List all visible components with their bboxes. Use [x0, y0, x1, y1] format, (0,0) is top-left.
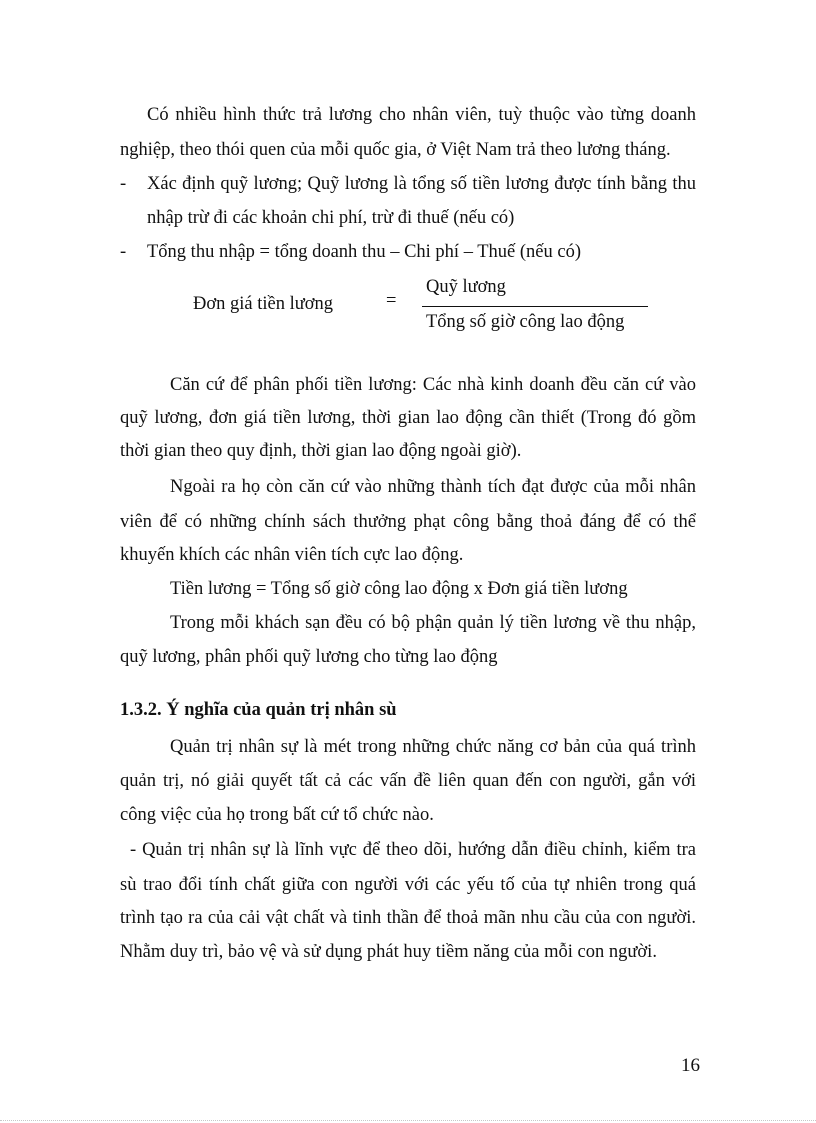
formula-equals: = [386, 291, 397, 311]
paragraph-line: Ngoài ra họ còn căn cứ vào những thành tích đạt được của mỗi nhân [170, 477, 696, 497]
paragraph-line: thời gian theo quy định, thời gian lao động ngoài giờ). [120, 441, 522, 461]
paragraph-line: Có nhiều hình thức trả lương cho nhân viên, tuỳ thuộc vào từng doanh [147, 105, 696, 125]
paragraph-line: - Quản trị nhân sự là lĩnh vực để theo dõi, hướng dẫn điều chỉnh, kiểm tra [130, 840, 696, 860]
bullet-marker: - [120, 174, 127, 194]
paragraph-line: Trong mỗi khách sạn đều có bộ phận quản lý tiền lương về thu nhập, [170, 613, 696, 633]
footer-dotted-rule [0, 1120, 816, 1121]
paragraph-line: Căn cứ để phân phối tiền lương: Các nhà kinh doanh đều căn cứ vào [170, 375, 696, 395]
bullet-line: Tổng thu nhập = tổng doanh thu – Chi phí – Thuế (nếu có) [147, 242, 581, 262]
bullet-line: nhập trừ đi các khoản chi phí, trừ đi thuế (nếu có) [147, 208, 515, 228]
paragraph-line: Quản trị nhân sự là mét trong những chức năng cơ bản của quá trình [170, 737, 696, 757]
bullet-line: Xác định quỹ lương; Quỹ lương là tổng số tiền lương được tính bằng thu [147, 174, 696, 194]
paragraph-line: khuyến khích các nhân viên tích cực lao động. [120, 545, 464, 565]
paragraph-line: Tiền lương = Tổng số giờ công lao động x Đơn giá tiền lương [170, 579, 628, 599]
paragraph-line: nghiệp, theo thói quen của mỗi quốc gia, ở Việt Nam trả theo lương tháng. [120, 140, 671, 160]
paragraph-line: quản trị, nó giải quyết tất cả các vấn đề liên quan đến con người, gắn với [120, 771, 696, 791]
paragraph-line: quỹ lương, đơn giá tiền lương, thời gian lao động cần thiết (Trong đó gồm [120, 408, 696, 428]
paragraph-line: sù trao đổi tính chất giữa con người với các yếu tố của tự nhiên trong quá [120, 875, 696, 895]
bullet-marker: - [120, 242, 127, 262]
formula-denominator: Tổng số giờ công lao động [426, 312, 625, 332]
paragraph-line: Nhằm duy trì, bảo vệ và sử dụng phát huy tiềm năng của mỗi con người. [120, 942, 657, 962]
formula-numerator: Quỹ lương [426, 277, 506, 297]
fraction-bar [422, 306, 648, 307]
paragraph-line: viên để có những chính sách thưởng phạt công bằng thoả đáng để có thể [120, 512, 696, 532]
paragraph-line: quỹ lương, phân phối quỹ lương cho từng lao động [120, 647, 498, 667]
formula-label: Đơn giá tiền lương [193, 294, 334, 314]
section-heading: 1.3.2. Ý nghĩa của quản trị nhân sù [120, 700, 397, 720]
paragraph-line: trình tạo ra của cải vật chất và tinh thần để thoả mãn nhu cầu của con người. [120, 908, 696, 928]
page-number: 16 [681, 1055, 700, 1076]
paragraph-line: công việc của họ trong bất cứ tổ chức nào. [120, 805, 434, 825]
